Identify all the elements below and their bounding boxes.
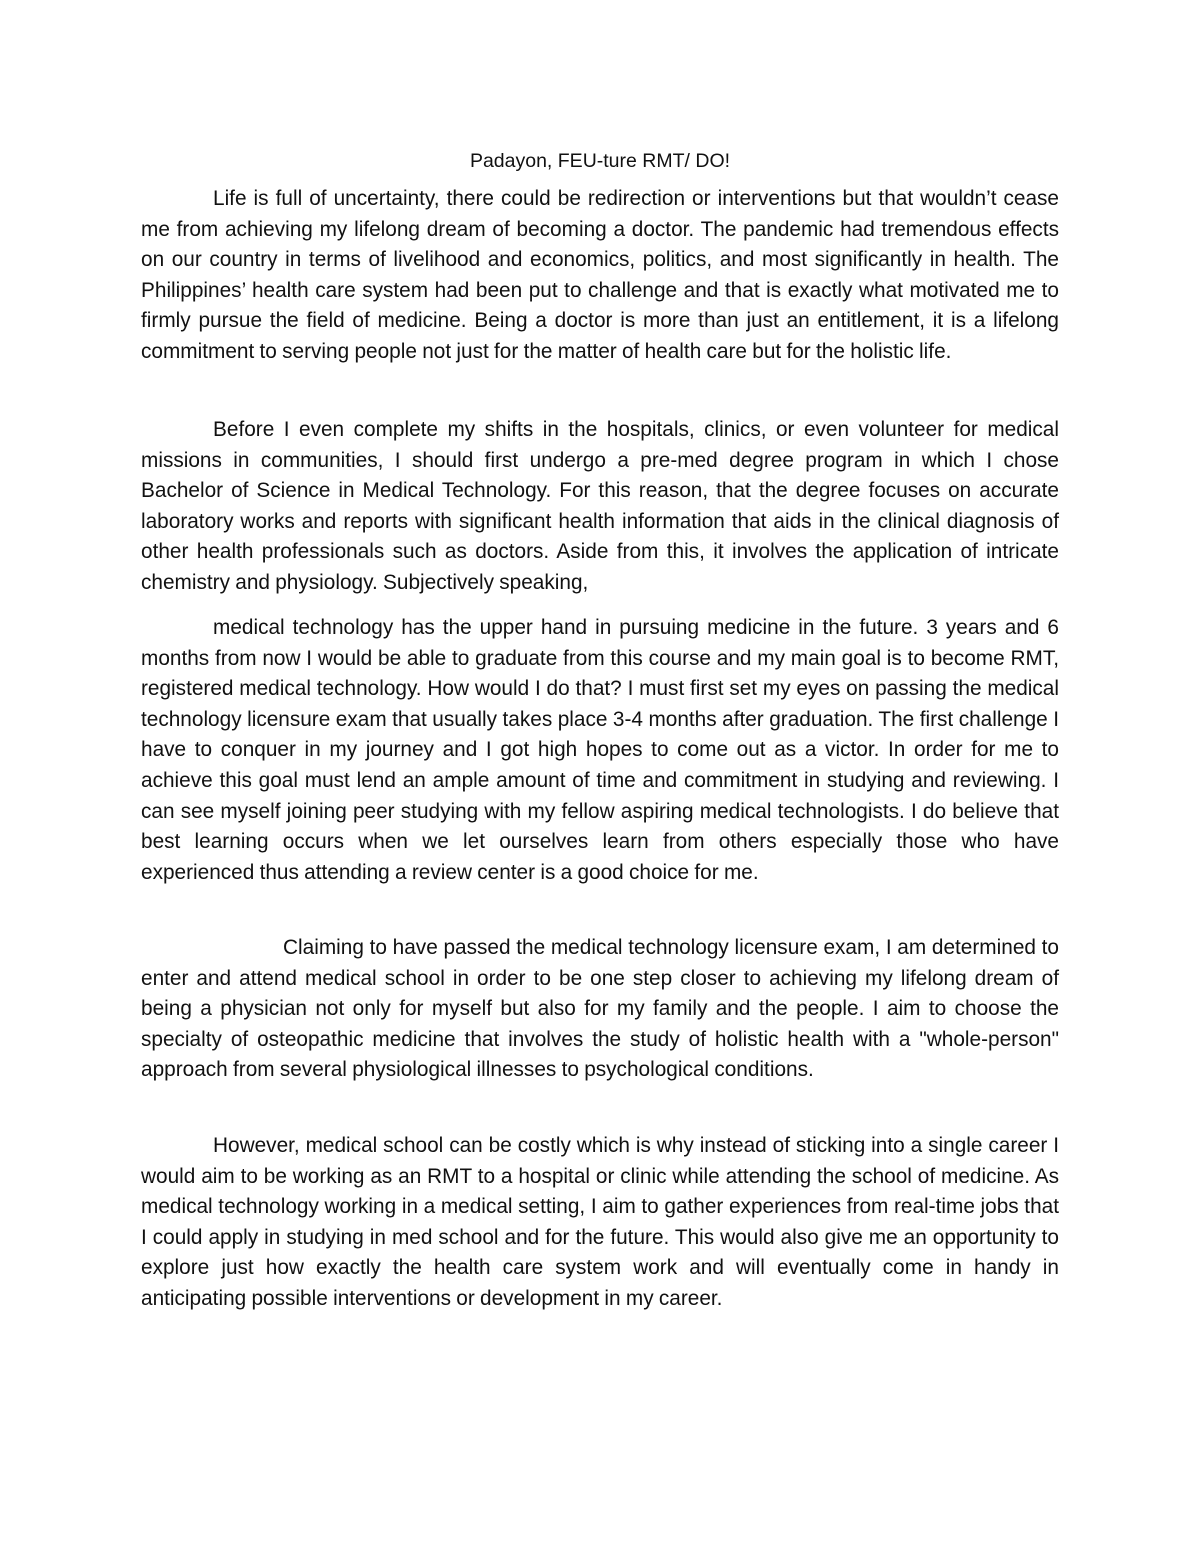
body-paragraph: Claiming to have passed the medical technology licensure exam, I am determined to enter and attend medical school in order to be one step closer to achieving my lifelong dream of being a physician not only for myself but also for my family and the people. I aim to choose the specialty of osteopathic medicine that involves the study of holistic health with a "whole-person" approach from several physiological illnesses to psychological conditions. (141, 936, 1059, 1082)
body-paragraph: Life is full of uncertainty, there could be redirection or interventions but that wouldn’t cease me from achieving my lifelong dream of becoming a doctor. The pandemic had tremendous effects on our country in terms of livelihood and economics, politics, and most significantly in health. The Philippines’ health care system had been put to challenge and that is exactly what motivated me to firmly pursue the field of medicine. Being a doctor is more than just an entitlement, it is a lifelong commitment to serving people not just for the matter of health care but for the holistic life. (141, 187, 1059, 363)
body-paragraph: Before I even complete my shifts in the hospitals, clinics, or even volunteer for medical missions in communities, I should first undergo a pre-med degree program in which I chose Bachelor of Science in Medical Technology. For this reason, that the degree focuses on accurate laboratory works and reports with significant health information that aids in the clinical diagnosis of other health professionals such as doctors. Aside from this, it involves the application of intricate chemistry and physiology. Subjectively speaking, (141, 418, 1059, 594)
document-title: Padayon, FEU-ture RMT/ DO! (469, 150, 731, 172)
body-paragraph: However, medical school can be costly which is why instead of sticking into a single career I would aim to be working as an RMT to a hospital or clinic while attending the school of medicine. As medical technology working in a medical setting, I aim to gather experiences from real-time jobs that I could apply in studying in med school and for the future. This would also give me an opportunity to explore just how exactly the health care system work and will eventually come in handy in anticipating possible interventions or development in my career. (141, 1134, 1059, 1310)
body-paragraph: medical technology has the upper hand in pursuing medicine in the future. 3 years and 6 months from now I would be able to graduate from this course and my main goal is to become RMT, registered medical technology. How would I do that? I must first set my eyes on passing the medical technology licensure exam that usually takes place 3-4 months after graduation. The first challenge I have to conquer in my journey and I got high hopes to come out as a victor. In order for me to achieve this goal must lend an ample amount of time and commitment in studying and reviewing. I can see myself joining peer studying with my fellow aspiring medical technologists. I do believe that best learning occurs when we let ourselves learn from others especially those who have experienced thus attending a review center is a good choice for me. (141, 616, 1059, 884)
